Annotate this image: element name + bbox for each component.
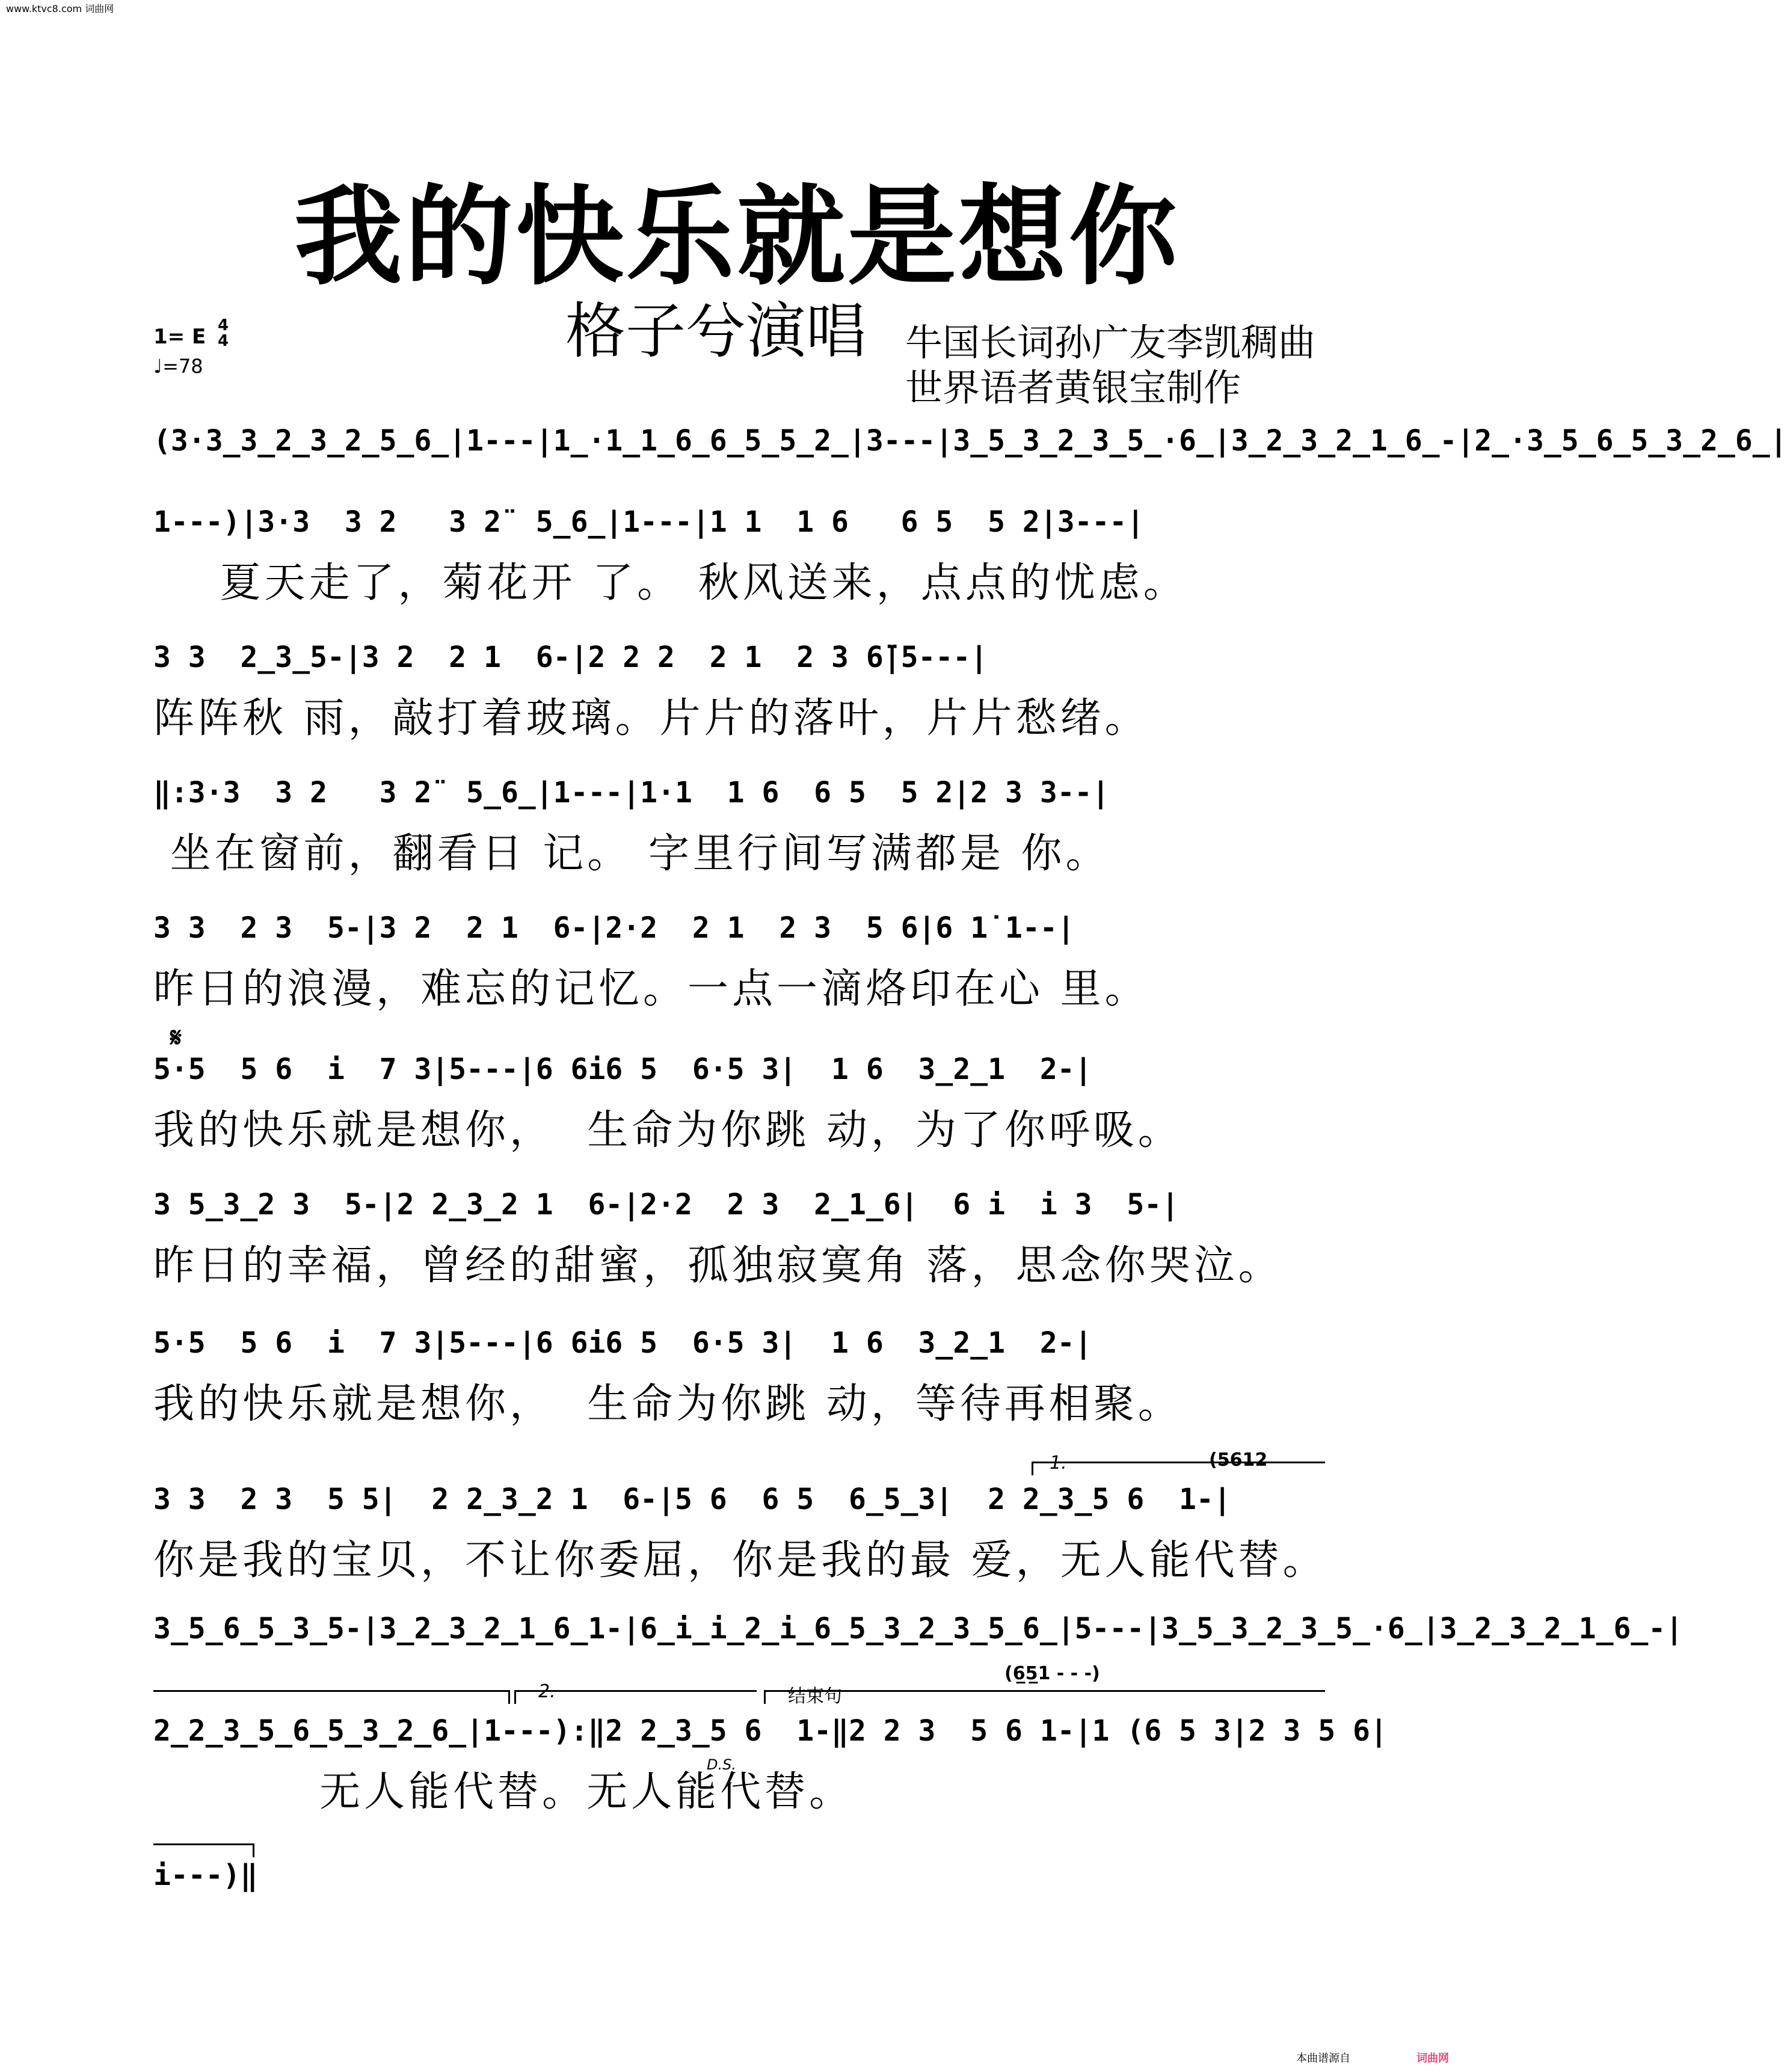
notation-row-11: 2̲2̲3̲5̲6̲5̲3̲2̲6̲|1---):‖2 2̲3̲5 6 1-‖2 2 3 5 6 1-|1 (6 5 3|2 3 5 6| (153, 1714, 1388, 1748)
lyrics-row-4: 坐在窗前，翻看日 记。 字里行间写满都是 你。 (153, 830, 1110, 878)
lyrics-row-6: 我的快乐就是想你， 生命为你跳 动，为了你呼吸。 (153, 1107, 1183, 1154)
volta-1-bracket (1032, 1462, 1325, 1475)
credit-lyricist-composer: 牛国长词孙广友李凯稠曲 (905, 321, 1316, 364)
volta-1-label: 1. (1050, 1453, 1067, 1474)
lyrics-row-5: 昨日的浪漫，难忘的记忆。一点一滴烙印在心 里。 (153, 965, 1149, 1013)
lyrics-row-2: 夏天走了，菊花开 了。 秋风送来，点点的忧虑。 (153, 559, 1188, 607)
footer-source: 本曲谱源自 (1296, 2052, 1350, 2065)
lyrics-row-11: 无人能代替。无人能代替。 (153, 1768, 854, 1816)
footer-site-logo: 词曲网 (1416, 2052, 1449, 2065)
segno-sign: 𝄋 (170, 1022, 182, 1053)
song-title: 我的快乐就是想你 (294, 174, 1180, 300)
dal-segno: D.S. (707, 1756, 736, 1773)
notation-row-12: i---)‖ (153, 1858, 258, 1892)
notation-row-8: 5·5 5 6 i 7 3|5---|6 6i6 5 6·5 3| 1 6 3̲2̲1 2-| (153, 1326, 1092, 1360)
ending-bracket (764, 1690, 1325, 1704)
left-edge-watermark (0, 0, 11, 2072)
notation-row-3: 3 3 2̲3̲5-|3 2 2 1 6-|2 2 2 2 1 2 3 6̈|5---| (153, 641, 988, 674)
repeat-span-bracket (153, 1690, 510, 1704)
notation-row-1: (3·3̲3̲2̲3̲2̲5̲6̲|1---|1̲·1̲1̲6̲6̲5̲5̲2̲|3---|3̲5̲3̲2̲3̲5̲·6̲|3̲2̲3̲2̲1̲6̲-|2̲·3̲5̲6̲5̲3̲2̲6̲| (153, 424, 1787, 458)
ending-label: 结束句 (788, 1686, 842, 1707)
volta-2-label: 2. (538, 1681, 556, 1702)
small-notes-1: (5612 (1209, 1449, 1268, 1471)
site-url: www.ktvc8.com 词曲网 (6, 3, 114, 14)
singer-subtitle: 格子兮演唱 (565, 296, 866, 366)
time-signature (218, 318, 229, 349)
final-bracket (153, 1843, 254, 1857)
notation-row-5: 3 3 2 3 5-|3 2 2 1 6-|2·2 2 1 2 3 5 6|6 1̇ 1--| (153, 911, 1075, 945)
small-notes-2: (6̲5̲1 - - -) (1004, 1663, 1100, 1684)
lyrics-row-8: 我的快乐就是想你， 生命为你跳 动，等待再相聚。 (153, 1380, 1183, 1428)
notation-row-10: 3̲5̲6̲5̲3̲5-|3̲2̲3̲2̲1̲6̲1-|6̲i̲i̲2̲i̲6̲5̲3̲2̲3̲5̲6̲|5---|3̲5̲3̲2̲3̲5̲·6̲|3̲2̲3̲2̲1̲6̲-| (153, 1612, 1684, 1646)
time-top: 4 (218, 316, 229, 334)
credit-producer: 世界语者黄银宝制作 (905, 366, 1241, 410)
lyrics-row-7: 昨日的幸福，曾经的甜蜜，孤独寂寞角 落，思念你哭泣。 (153, 1242, 1283, 1290)
tempo-marking: ♩=78 (153, 355, 203, 378)
notation-row-7: 3 5̲3̲2 3 5-|2 2̲3̲2 1 6-|2·2 2 3 2̲1̲6| 6 i i 3 5-| (153, 1188, 1180, 1222)
notation-row-6: 5·5 5 6 i 7 3|5---|6 6i6 5 6·5 3| 1 6 3̲2̲1 2-| (153, 1053, 1092, 1086)
key-signature: 1= E (153, 325, 206, 349)
notation-row-2: 1---)|3·3 3 2 3 2̈ 5̲6̲|1---|1 1 1 6 6 5 5 2|3---| (153, 505, 1145, 539)
time-bottom: 4 (218, 332, 229, 350)
lyrics-row-3: 阵阵秋 雨，敲打着玻璃。片片的落叶，片片愁绪。 (153, 695, 1149, 742)
lyrics-row-9: 你是我的宝贝，不让你委屈，你是我的最 爱，无人能代替。 (153, 1537, 1327, 1584)
notation-row-4: ‖:3·3 3 2 3 2̈ 5̲6̲|1---|1·1 1 6 6 5 5 2|2 3 3--| (153, 776, 1110, 810)
notation-row-9: 3 3 2 3 5 5| 2 2̲3̲2 1 6-|5 6 6 5 6̲5̲3| 2 2̲3̲5 6 1-| (153, 1483, 1231, 1516)
right-edge-watermark (1463, 0, 1474, 2072)
